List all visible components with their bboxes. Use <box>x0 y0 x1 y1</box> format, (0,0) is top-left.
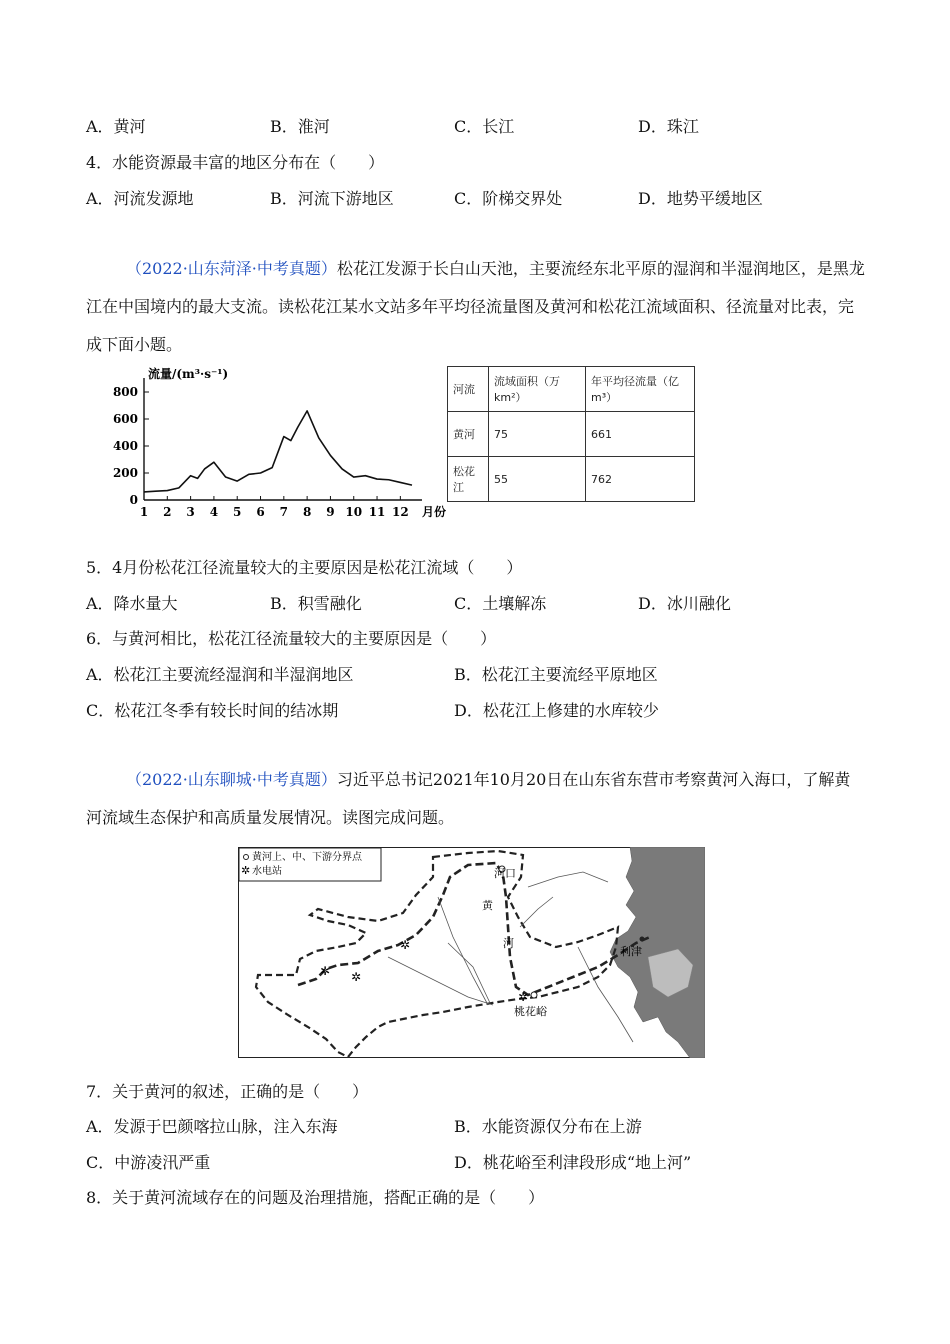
q7-option-d[interactable]: D．桃花峪至利津段形成“地上河” <box>454 1153 692 1172</box>
q5-stem: 5．4月份松花江径流量较大的主要原因是松花江流域（ ） <box>86 558 523 577</box>
q7-option-b[interactable]: B．水能资源仅分布在上游 <box>454 1117 642 1136</box>
passage-source: （2022·山东菏泽·中考真题） <box>126 259 337 278</box>
q5-option-d[interactable]: D．冰川融化 <box>638 594 731 613</box>
y-tick-label: 600 <box>112 412 138 426</box>
x-tick-label: 12 <box>391 505 409 519</box>
q3-option-d[interactable]: D．珠江 <box>638 117 699 136</box>
hydro-station-icon: ✲ <box>400 938 411 952</box>
map-label-he: 河 <box>503 937 514 950</box>
legend-station-label: 水电站 <box>252 866 282 877</box>
y-tick-label: 0 <box>129 493 138 507</box>
q5-option-b[interactable]: B．积雪融化 <box>270 594 362 613</box>
x-tick-label: 7 <box>279 505 289 519</box>
yellow-river-map <box>238 847 705 1058</box>
boundary-point-icon <box>244 855 249 860</box>
x-tick-label: 6 <box>256 505 265 519</box>
passage-yellow-river <box>86 761 866 837</box>
x-tick-label: 5 <box>233 505 242 519</box>
passage-source: （2022·山东聊城·中考真题） <box>126 770 337 789</box>
q6-option-b[interactable]: B．松花江主要流经平原地区 <box>454 665 658 684</box>
q3-option-a[interactable]: A．黄河 <box>86 117 146 136</box>
passage-text: 习近平总书记2021年10月20日在山东省东营市考察黄河入海口，了解黄河流域生态保护和高质量发展情况。读图完成问题。 <box>86 770 851 827</box>
x-tick-label: 4 <box>209 505 219 519</box>
q5-option-a[interactable]: A．降水量大 <box>86 594 178 613</box>
q7-option-a[interactable]: A．发源于巴颜喀拉山脉，注入东海 <box>86 1117 338 1136</box>
q3-option-b[interactable]: B．淮河 <box>270 117 330 136</box>
q6-option-a[interactable]: A．松花江主要流经湿润和半湿润地区 <box>86 665 354 684</box>
table-cell: 762 <box>586 457 695 502</box>
passage-text: 松花江发源于长白山天池，主要流经东北平原的湿润和半湿润地区，是黑龙江在中国境内的最大支流。读松花江某水文站多年平均径流量图及黄河和松花江流域面积、径流量对比表，完成下面小题。 <box>86 259 865 354</box>
hydro-station-icon: ✲ <box>351 970 362 984</box>
x-axis-label: 月份 <box>422 505 447 519</box>
x-tick-label: 9 <box>326 505 335 519</box>
q5-option-c[interactable]: C．土壤解冻 <box>454 594 547 613</box>
y-axis-label: 流量/(m³·s⁻¹) <box>148 367 229 381</box>
x-tick-label: 2 <box>163 505 172 519</box>
table-cell: 松花江 <box>448 457 489 502</box>
hydro-station-icon: ✲ <box>241 864 251 877</box>
q6-option-c[interactable]: C．松花江冬季有较长时间的结冰期 <box>86 701 339 720</box>
x-tick-label: 1 <box>139 505 149 519</box>
lijin-point-icon <box>640 937 645 942</box>
table-header: 流域面积（万km²） <box>489 367 586 412</box>
map-label-taohuayu: 桃花峪 <box>514 1005 547 1018</box>
table-cell: 55 <box>489 457 586 502</box>
q4-option-d[interactable]: D．地势平缓地区 <box>638 189 763 208</box>
table-row <box>448 457 695 502</box>
y-tick-label: 200 <box>112 466 138 480</box>
legend-boundary-label: 黄河上、中、下游分界点 <box>252 852 362 863</box>
q6-option-d[interactable]: D．松花江上修建的水库较少 <box>454 701 659 720</box>
runoff-series-line <box>144 411 412 492</box>
table-header-row <box>448 367 695 412</box>
table-header: 河流 <box>448 367 489 412</box>
map-label-lijin: 利津 <box>620 945 642 958</box>
y-tick-label: 400 <box>112 439 138 453</box>
q4-stem: 4．水能资源最丰富的地区分布在（ ） <box>86 153 385 172</box>
map-label-hekou: 河口 <box>494 867 516 880</box>
taohuayu-point-icon <box>531 992 537 998</box>
runoff-chart <box>92 364 452 520</box>
hydro-station-icon: ✲ <box>320 964 331 978</box>
q6-stem: 6．与黄河相比，松花江径流量较大的主要原因是（ ） <box>86 629 497 648</box>
table-cell: 黄河 <box>448 412 489 457</box>
q4-option-b[interactable]: B．河流下游地区 <box>270 189 394 208</box>
table-cell: 75 <box>489 412 586 457</box>
q8-stem: 8．关于黄河流域存在的问题及治理措施，搭配正确的是（ ） <box>86 1188 545 1207</box>
q4-option-c[interactable]: C．阶梯交界处 <box>454 189 563 208</box>
q7-stem: 7．关于黄河的叙述，正确的是（ ） <box>86 1082 369 1101</box>
q7-option-c[interactable]: C．中游凌汛严重 <box>86 1153 211 1172</box>
q3-option-c[interactable]: C．长江 <box>454 117 515 136</box>
passage-songhua <box>86 250 866 364</box>
map-label-huang: 黄 <box>482 899 493 912</box>
x-tick-label: 8 <box>302 505 312 519</box>
x-tick-label: 3 <box>186 505 195 519</box>
y-tick-label: 800 <box>112 385 138 399</box>
x-tick-label: 11 <box>368 505 386 519</box>
flow-table <box>447 366 695 502</box>
table-header: 年平均径流量（亿m³） <box>586 367 695 412</box>
x-tick-label: 10 <box>345 505 363 519</box>
table-cell: 661 <box>586 412 695 457</box>
hydro-station-icon: ✲ <box>518 990 529 1004</box>
q4-option-a[interactable]: A．河流发源地 <box>86 189 194 208</box>
table-row <box>448 412 695 457</box>
